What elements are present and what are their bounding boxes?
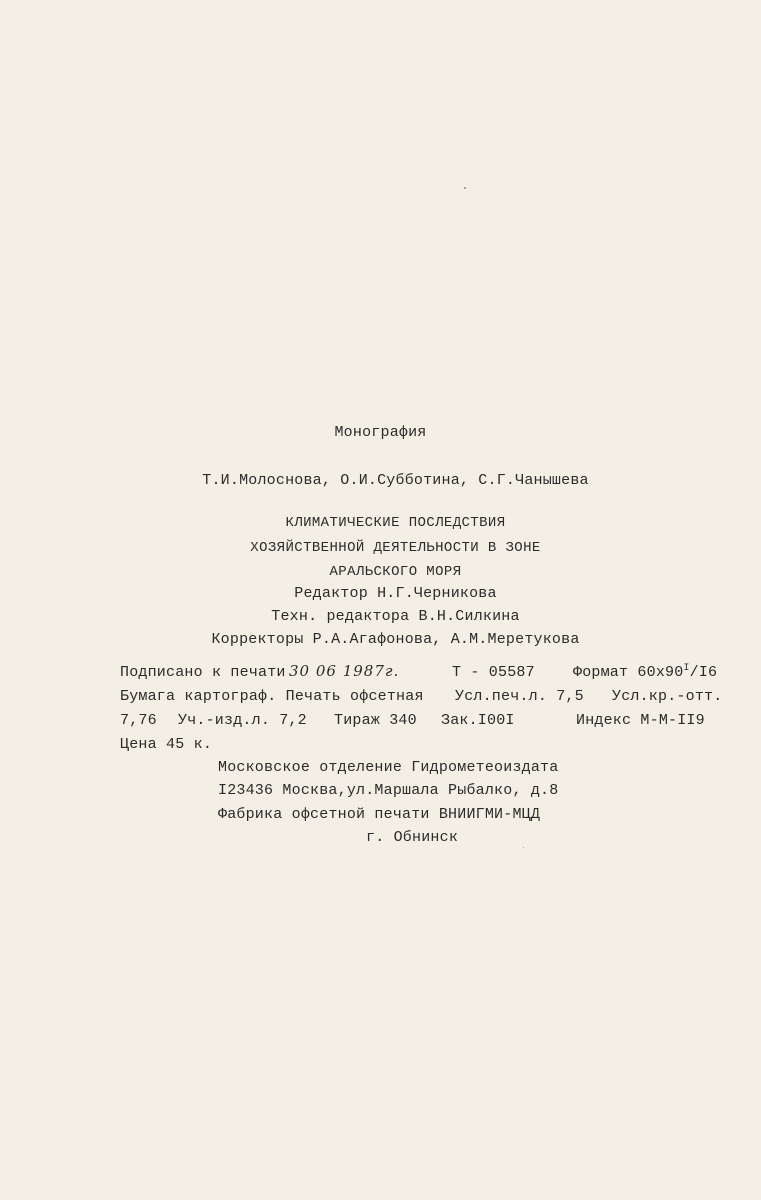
publisher-line-1: Московское отделение Гидрометеоиздата [218,759,559,776]
signed-date: 30 06 1987г. [289,662,400,680]
index: Индекс М-М-II9 [576,712,705,729]
format [573,664,717,682]
signed-label: Подписано к печати [120,664,286,681]
format-label: Формат 60x90 [573,664,684,681]
city: г. Обнинск [366,829,459,846]
genre-label: Монография [334,424,427,441]
format-superscript: I [683,663,690,674]
title-line-1: КЛИМАТИЧЕСКИЕ ПОСЛЕДСТВИЯ [285,515,506,531]
usl-kr-ott: Усл.кр.-отт. [612,688,723,705]
order-code: Т - 05587 [452,664,535,681]
proofreaders: Корректоры Р.А.Агафонова, А.М.Меретукова [211,631,580,648]
paper-speck [464,187,466,189]
usl-pech: Усл.печ.л. 7,5 [455,688,584,705]
order-code-prefix [452,664,535,682]
title-line-3: АРАЛЬСКОГО МОРЯ [329,564,462,580]
authors: Т.И.Молоснова, О.И.Субботина, С.Г.Чанышева [202,472,589,489]
price: Цена 45 к. [120,736,213,753]
title-line-2: ХОЗЯЙСТВЕННОЙ ДЕЯТЕЛЬНОСТИ В ЗОНЕ [250,540,541,556]
publisher-line-2: I23436 Москва,ул.Маршала Рыбалко, д.8 [218,782,559,799]
paper-speck [523,847,524,848]
editor: Редактор Н.Г.Черникова [294,585,497,602]
usl-kr-ott-value: 7,76 [120,712,157,729]
uch-izd: Уч.-изд.л. 7,2 [178,712,307,729]
format-suffix: /I6 [689,664,718,681]
tech-editor: Техн. редактора В.Н.Силкина [271,608,520,625]
zak: Зак.I00I [441,712,515,729]
publisher-line-3: Фабрика офсетной печати ВНИИГМИ-МЦД [218,806,541,823]
tirazh: Тираж 340 [334,712,417,729]
paper-info: Бумага картограф. Печать офсетная [120,688,424,705]
